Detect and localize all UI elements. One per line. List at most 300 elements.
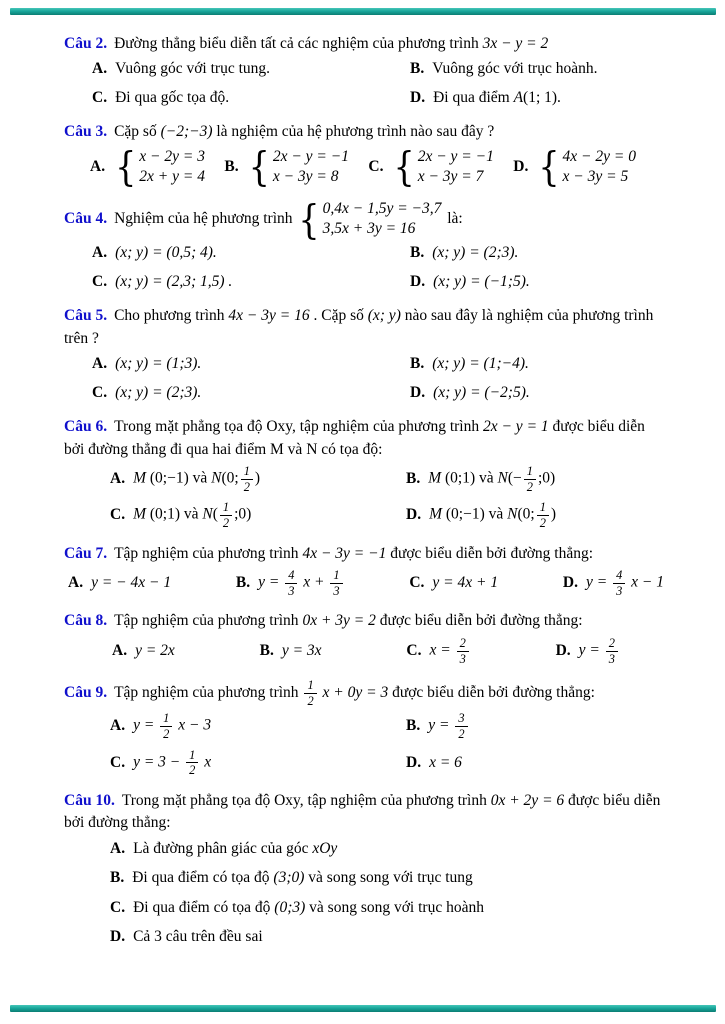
math-run: M [133,506,146,524]
option-letter: A. [92,355,108,373]
option-text [428,711,469,741]
option-a [110,838,666,860]
prompt-text [114,545,593,562]
fraction-denominator: 2 [243,479,250,494]
fraction-denominator: 2 [526,479,533,494]
math-run: y = 2x [135,641,175,659]
question-cau-6 [64,416,666,530]
prompt-text [114,678,595,708]
math-run: N [202,506,213,524]
option-letter: C. [110,753,126,771]
option-letter: C. [406,641,422,659]
option-letter: B. [410,355,425,373]
fraction-numerator: 1 [220,500,232,516]
text-run: là: [443,209,463,227]
option-letter: B. [410,60,425,78]
option-d [513,143,638,191]
text-run: Đi qua gốc tọa độ. [115,88,230,106]
text-run: ) [254,469,261,487]
math-run: x + [299,573,329,591]
math-run: y = [585,573,612,591]
option-letter: B. [259,641,274,659]
text-run: Đường thẳng biểu diễn tất cả các nghiệm của phương trình [114,35,483,52]
option-text [115,353,201,375]
question-prompt [64,121,666,143]
equation-system [538,143,636,191]
fraction-denominator: 2 [307,693,314,708]
math-run: y = [258,573,284,591]
system-equation: 4x − 2y = 0 [562,147,636,165]
prompt-text [114,612,583,629]
question-label: Câu 6. [64,418,108,436]
text-run: (0;−1) [146,469,189,487]
option-text [429,500,556,530]
question-cau-4 [64,195,666,293]
math-run: N [497,469,508,487]
math-run: 0x + 3y = 2 [302,612,376,630]
option-text [432,353,529,375]
question-cau-9 [64,678,666,778]
question-prompt [64,33,666,55]
system-rows [273,147,349,187]
math-run: y = [133,717,159,735]
option-text [433,382,530,404]
text-run: Là đường phân giác của góc [133,839,313,857]
prompt-text [114,123,494,140]
text-run: Cả 3 câu trên đều sai [133,928,263,946]
option-a [68,572,171,594]
option-b [410,353,666,375]
option-text [113,143,207,191]
system-equation: 0,4x − 1,5y = −3,7 [322,200,442,218]
option-letter: A. [110,717,126,735]
option-text [133,464,260,494]
option-d [410,87,666,109]
option-text [132,867,473,889]
text-run: Đi qua điểm có tọa độ [132,869,274,887]
fraction-numerator: 4 [285,568,297,584]
option-d [406,500,666,530]
question-cau-2 [64,33,666,109]
option-letter: D. [410,88,426,106]
question-prompt [64,678,666,708]
text-run: Tập nghiệm của phương trình [114,612,303,630]
question-prompt [64,610,666,632]
option-letter: C. [92,88,108,106]
equation-system [393,143,494,191]
math-run: y = [428,717,454,735]
system-rows [323,199,442,239]
question-label: Câu 7. [64,544,108,562]
text-run: Trong mặt phẳng tọa độ Oxy, tập nghiệm của phương trình [114,418,483,436]
text-run: và [180,506,203,524]
math-run: 4x − 3y = −1 [302,544,387,562]
option-letter: D. [410,383,426,401]
text-run: (0; [221,469,239,487]
option-letter: B. [406,717,421,735]
math-run: A [513,88,524,106]
option-letter: D. [513,157,529,175]
fraction-denominator: 3 [333,583,340,598]
option-d [410,382,666,404]
options-group [64,143,666,191]
math-run: x [200,753,212,771]
question-prompt [64,416,666,461]
math-run: (x; y) = (0,5; 4). [115,244,217,262]
fraction [241,464,253,494]
option-text [247,143,351,191]
option-text [432,58,597,80]
text-run: Trong mặt phẳng tọa độ Oxy, tập nghiệm của phương trình [121,791,491,809]
fraction [330,568,342,598]
options-group [64,353,666,404]
option-letter: C. [409,574,425,592]
equation-system [248,143,349,191]
option-text [133,926,263,948]
options-group [64,711,666,778]
fraction-numerator: 4 [613,568,625,584]
option-text [429,636,470,666]
option-text [579,636,620,666]
fraction-numerator: 2 [606,636,618,652]
equation-system [115,143,205,191]
math-run: 2x − y = 1 [482,418,549,436]
option-text [258,568,344,598]
system-equation: 2x + y = 4 [139,168,205,186]
math-run: y = 3x [281,641,322,659]
option-c [92,382,410,404]
option-letter: C. [110,506,126,524]
math-run: (x; y) = (2;3). [432,244,519,262]
fraction-numerator: 1 [186,748,198,764]
text-run: và song song với trục hoành [305,898,484,916]
option-text [282,640,322,662]
fraction-denominator: 2 [222,516,230,531]
prompt-text [64,307,653,346]
question-label: Câu 2. [64,35,108,52]
option-letter: C. [92,383,108,401]
option-text [115,382,201,404]
option-a [110,711,406,741]
fraction-denominator: 2 [189,763,196,778]
question-list [64,33,666,961]
options-group [64,58,666,109]
option-a [90,143,207,191]
option-text [115,242,217,264]
option-c [92,87,410,109]
option-letter: C. [110,898,126,916]
left-brace-icon: { [115,143,137,191]
option-text [433,271,530,293]
text-run: (0; [517,506,535,524]
question-cau-7 [64,543,666,599]
option-a [110,464,406,494]
text-run: Nghiệm của hệ phương trình [114,209,297,227]
system-equation: x − 3y = 5 [562,168,629,186]
text-run: Cặp số [114,123,161,141]
text-run: Vuông góc với trục hoành. [432,60,598,78]
system-equation: 2x − y = −1 [417,147,494,165]
question-label: Câu 10. [64,791,115,809]
text-run: ;0) [538,469,556,487]
option-text [433,87,561,109]
option-c [92,271,410,293]
fraction-numerator: 1 [537,500,549,516]
question-label: Câu 4. [64,209,108,227]
math-run: (x; y) = (−2;5). [433,383,530,401]
math-run: x − 3 [174,717,212,735]
option-letter: A. [110,470,126,488]
text-run: (− [507,469,522,487]
option-c [368,143,495,191]
option-d [406,748,666,778]
option-letter: D. [410,272,426,290]
fraction [304,678,316,708]
fraction-denominator: 3 [288,583,295,598]
option-letter: B. [110,869,125,887]
fraction-denominator: 3 [459,651,466,666]
option-c [406,636,470,666]
question-label: Câu 3. [64,123,108,141]
math-run: y = 3 − [133,753,185,771]
text-run: được biểu diễn bởi đường thẳng đi qua hai điểm M và N có tọa độ: [64,418,645,458]
fraction [613,568,625,598]
options-group [64,568,666,598]
option-letter: D. [110,928,126,946]
text-run: . Cặp số [309,307,368,325]
prompt-text [64,418,645,457]
text-run: (0;1) [441,469,476,487]
fraction [537,500,549,530]
prompt-text [114,195,463,243]
text-run: được biểu diễn bởi đường thẳng: [64,791,661,832]
option-text [135,640,175,662]
text-run: được biểu diễn bởi đường thẳng: [375,612,583,630]
option-c [110,500,406,530]
options-group [64,838,666,949]
fraction-numerator: 1 [160,711,172,727]
fraction [524,464,536,494]
question-label: Câu 5. [64,307,108,325]
option-c [409,572,498,594]
math-run: (x; y) [367,307,401,325]
text-run: và [188,469,212,487]
left-brace-icon: { [393,143,415,191]
text-run: là nghiệm của hệ phương trình nào sau đây ? [212,123,495,141]
text-run: Vuông góc với trục tung. [115,60,271,78]
math-run: x = 6 [429,753,462,771]
fraction-numerator: 1 [241,464,253,480]
option-b [410,58,666,80]
question-label: Câu 9. [64,683,108,701]
option-b [406,711,666,741]
math-run: y = [578,641,604,659]
option-letter: D. [555,641,571,659]
option-text [115,271,232,293]
option-letter: C. [368,157,384,175]
math-run: 0x + 2y = 6 [490,791,565,809]
option-c [110,897,666,919]
option-letter: D. [562,574,578,592]
option-letter: A. [110,839,126,857]
fraction-numerator: 3 [455,711,467,727]
text-run: được biểu diễn bởi đường thẳng: [388,683,595,701]
option-text [429,752,462,774]
option-text [432,242,518,264]
option-text [133,711,211,741]
fraction [455,711,467,741]
option-text [536,143,638,191]
options-group [64,242,666,293]
option-text [133,500,251,530]
text-run: ( [212,506,218,524]
option-b [224,143,351,191]
fraction [457,636,469,666]
text-run: Đi qua điểm có tọa độ [133,898,275,916]
math-run: (−2;−3) [160,123,213,141]
option-letter: B. [224,157,239,175]
option-d [563,568,664,598]
math-run: y = 4x + 1 [432,574,499,592]
left-brace-icon: { [248,143,270,191]
option-a [92,353,410,375]
system-rows [563,147,636,187]
prompt-text [64,792,660,831]
text-run: (0;1) [146,506,181,524]
text-run: và [484,506,508,524]
system-equation: x − 2y = 3 [139,147,205,165]
text-run: Đi qua điểm [433,88,514,106]
prompt-text [114,35,548,52]
option-letter: D. [406,506,422,524]
equation-system [298,195,442,243]
option-letter: A. [112,641,128,659]
math-run: M [428,469,442,487]
system-rows [139,147,205,187]
math-run: M [133,469,146,487]
option-b [110,867,666,889]
system-equation: 2x − y = −1 [272,147,349,165]
left-brace-icon: { [298,195,320,243]
fraction [285,568,297,598]
question-prompt [64,195,666,243]
fraction-denominator: 2 [458,727,465,741]
option-letter: B. [410,244,425,262]
text-run: (0;−1) [442,506,485,524]
text-run: Tập nghiệm của phương trình [114,683,303,701]
system-equation: x − 3y = 8 [272,168,339,186]
option-text [133,748,211,778]
math-run: y = − 4x − 1 [91,574,172,592]
math-run: (0;3) [274,898,306,916]
math-run: x = [429,641,455,659]
option-a [112,640,175,662]
math-run: x − 1 [627,573,664,591]
text-run: ;0) [234,506,252,524]
option-text [428,464,555,494]
option-d [410,271,666,293]
question-prompt [64,790,666,835]
math-run: (x; y) = (−1;5). [433,272,530,290]
option-letter: C. [92,272,108,290]
option-letter: A. [90,157,106,175]
math-run: N [211,469,222,487]
option-a [92,58,410,80]
math-run: (3;0) [273,869,305,887]
math-run: (x; y) = (2,3; 1,5) . [115,272,233,290]
option-b [406,464,666,494]
option-b [236,568,345,598]
fraction [186,748,198,778]
math-run: N [507,506,518,524]
math-run: (x; y) = (2;3). [115,383,202,401]
options-group [64,636,666,666]
question-cau-5 [64,305,666,404]
math-run: M [429,506,442,524]
question-prompt [64,543,666,565]
question-cau-10 [64,790,666,949]
question-cau-8 [64,610,666,666]
left-brace-icon: { [538,143,560,191]
fraction-denominator: 3 [616,583,623,598]
fraction-numerator: 2 [457,636,469,652]
option-b [410,242,666,264]
question-prompt [64,305,666,350]
text-run: Tập nghiệm của phương trình [114,544,303,562]
option-letter: B. [235,574,251,592]
option-letter: B. [406,470,421,488]
option-text [133,897,484,919]
option-d [556,636,620,666]
math-run: 4x − 3y = 16 [228,307,310,325]
fraction-numerator: 1 [524,464,536,480]
math-run: (x; y) = (1;−4). [432,355,529,373]
option-d [110,926,666,948]
math-run: x + 0y = 3 [318,683,389,701]
system-equation: 3,5x + 3y = 16 [322,220,416,238]
option-b [260,640,322,662]
option-c [110,748,406,778]
math-run: 3x − y = 2 [482,35,549,52]
question-cau-3 [64,121,666,191]
text-run: nào sau đây là nghiệm của phương trình trên ? [64,307,654,347]
option-a [92,242,410,264]
fraction-denominator: 3 [608,651,615,666]
text-run: và [475,469,498,487]
fraction [220,500,232,530]
fraction-denominator: 2 [539,516,546,531]
option-letter: A. [68,574,84,592]
text-run: và song song với trục tung [304,869,473,887]
text-run: được biểu diễn bởi đường thẳng: [386,544,594,562]
text-run: (1; 1). [523,88,561,106]
fraction [606,636,618,666]
page-border-top [10,8,716,15]
system-equation: x − 3y = 7 [417,168,484,186]
option-text [391,143,495,191]
option-text [133,838,337,860]
options-group [64,464,666,531]
option-text [432,572,498,594]
option-text [91,572,171,594]
text-run: ) [550,506,557,524]
system-rows [418,147,494,187]
option-letter: D. [406,753,422,771]
text-run: Cho phương trình [114,307,229,325]
option-text [115,58,270,80]
fraction-numerator: 1 [330,568,342,584]
fraction-numerator: 1 [304,678,316,694]
